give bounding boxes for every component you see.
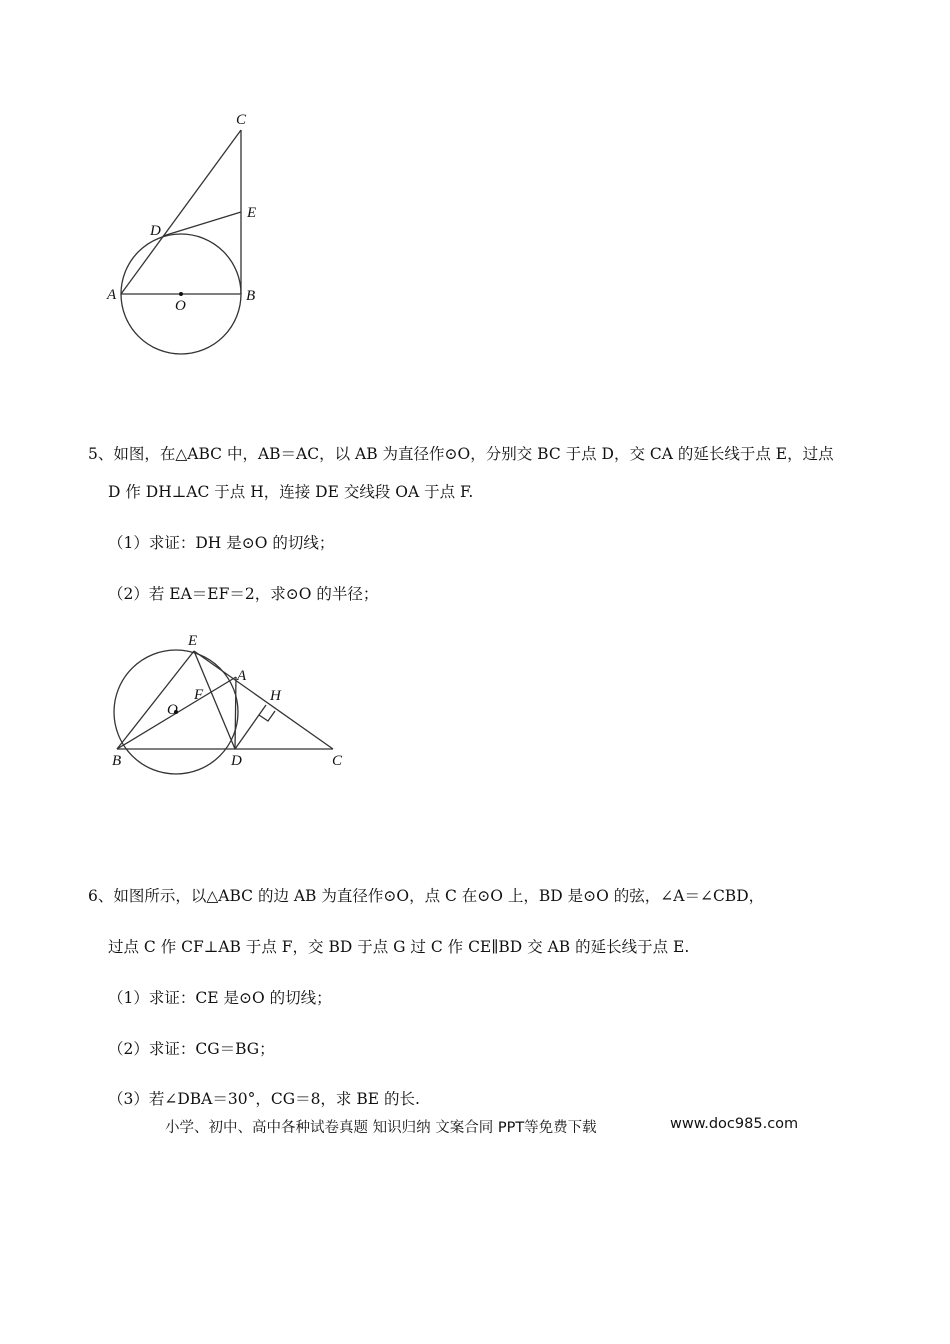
label-c: C <box>236 112 247 128</box>
label-d: D <box>231 753 242 769</box>
q6-sub-1: （1）求证：CE 是⊙O 的切线； <box>108 989 332 1007</box>
q6-line-1: 6、如图所示，以△ABC 的边 AB 为直径作⊙O，点 C 在⊙O 上，BD 是⊙O 的弦，∠A＝∠CBD， <box>88 887 765 905</box>
figure-1-geometry <box>100 105 280 365</box>
label-e: E <box>247 205 257 221</box>
label-c: C <box>332 753 343 769</box>
q5-sub-2: （2）若 EA＝EF＝2，求⊙O 的半径； <box>108 585 379 603</box>
label-e: E <box>188 633 198 649</box>
q5-sub-1: （1）求证：DH 是⊙O 的切线； <box>108 534 335 552</box>
figure-2-geometry <box>100 625 360 775</box>
label-b: B <box>246 288 256 304</box>
segment-de <box>163 212 241 236</box>
segment-be <box>117 651 194 749</box>
segment-ad <box>235 677 236 749</box>
label-h: H <box>270 688 281 704</box>
footer-text: 小学、初中、高中各种试卷真题 知识归纳 文案合同 PPT等免费下载 <box>165 1120 597 1136</box>
label-d: D <box>150 223 161 239</box>
q6-line-2: 过点 C 作 CF⊥AB 于点 F，交 BD 于点 G 过 C 作 CE∥BD 交 AB 的延长线于点 E. <box>108 938 690 956</box>
label-o: O <box>167 702 178 718</box>
label-a: A <box>107 287 117 303</box>
q6-sub-3: （3）若∠DBA＝30°，CG＝8，求 BE 的长. <box>108 1090 420 1108</box>
q5-line-1: 5、如图，在△ABC 中，AB＝AC，以 AB 为直径作⊙O，分别交 BC 于点 D，交 CA 的延长线于点 E，过点 <box>88 445 834 463</box>
label-o: O <box>175 298 186 314</box>
label-b: B <box>112 753 122 769</box>
label-f: F <box>194 687 204 703</box>
q5-line-2: D 作 DH⊥AC 于点 H，连接 DE 交线段 OA 于点 F. <box>108 483 474 501</box>
center-point <box>179 292 183 296</box>
segment-dh <box>235 705 266 749</box>
footer-url[interactable]: www.doc985.com <box>670 1116 799 1132</box>
label-a: A <box>237 668 247 684</box>
segment-ac <box>121 130 241 294</box>
q6-sub-2: （2）求证：CG＝BG； <box>108 1040 275 1058</box>
